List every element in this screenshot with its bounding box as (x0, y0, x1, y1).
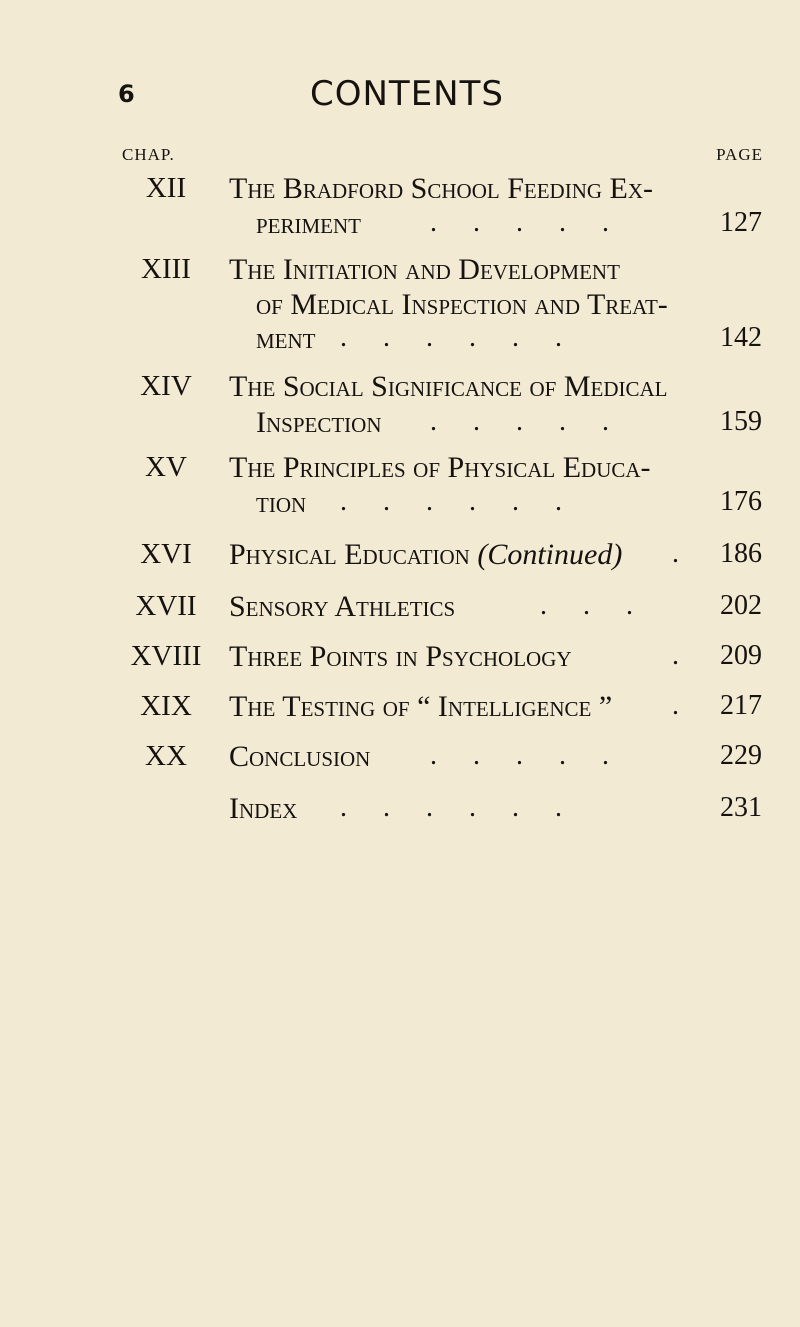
chapter-title-line: The Initiation and Development (229, 253, 620, 286)
chapter-title-text: Physical Education (229, 538, 470, 571)
chapter-number: XIV (140, 370, 192, 402)
chapter-title-line: The Bradford School Feeding Ex- (229, 172, 654, 205)
chapter-number: XIII (141, 253, 191, 285)
page-ref: 186 (720, 538, 762, 569)
page-ref: 202 (720, 590, 762, 621)
chapter-number: XX (145, 740, 187, 772)
page-ref: 217 (720, 690, 762, 721)
page-ref: 142 (720, 322, 762, 353)
dot-leader: ...... (340, 792, 598, 823)
chapter-column-header: CHAP. (122, 145, 175, 164)
dot-leader: ... (540, 590, 669, 621)
page-ref: 176 (720, 486, 762, 517)
chapter-number: XVII (135, 590, 197, 622)
dot-leader: ...... (340, 322, 598, 353)
chapter-title-line: Inspection (256, 406, 382, 439)
chapter-title-line (229, 538, 622, 572)
chapter-number: XII (145, 172, 187, 204)
chapter-title-line: The Social Significance of Medical (229, 370, 668, 403)
chapter-number: XIX (140, 690, 192, 722)
dot-leader: . (672, 690, 715, 721)
page-number: 6 (118, 80, 135, 108)
dot-leader: . (672, 538, 715, 569)
index-title-line: Index (229, 792, 298, 825)
chapter-number: XVIII (130, 640, 202, 672)
chapter-number: XV (145, 451, 187, 483)
dot-leader: ...... (340, 486, 598, 517)
chapter-title-line: Sensory Athletics (229, 590, 456, 623)
dot-leader: . (672, 640, 715, 671)
chapter-title-line: periment (256, 207, 361, 240)
chapter-title-line: The Testing of “ Intelligence ” (229, 690, 613, 723)
chapter-title-qualifier: (Continued) (477, 538, 623, 571)
dot-leader: ..... (430, 740, 645, 771)
dot-leader: ..... (430, 207, 645, 238)
dot-leader: ..... (430, 406, 645, 437)
page-column-header: PAGE (716, 145, 763, 164)
page-title: CONTENTS (310, 74, 504, 114)
chapter-title-line: of Medical Inspection and Treat- (256, 288, 668, 321)
page-ref: 159 (720, 406, 762, 437)
page-ref: 229 (720, 740, 762, 771)
chapter-title-line: tion (256, 486, 307, 519)
chapter-number: XVI (140, 538, 192, 570)
chapter-title-line: The Principles of Physical Educa- (229, 451, 651, 484)
chapter-title-line: ment (256, 322, 316, 355)
page-ref: 127 (720, 207, 762, 238)
page-ref: 209 (720, 640, 762, 671)
page-ref: 231 (720, 792, 762, 823)
chapter-title-line: Conclusion (229, 740, 371, 773)
chapter-title-line: Three Points in Psychology (229, 640, 572, 673)
